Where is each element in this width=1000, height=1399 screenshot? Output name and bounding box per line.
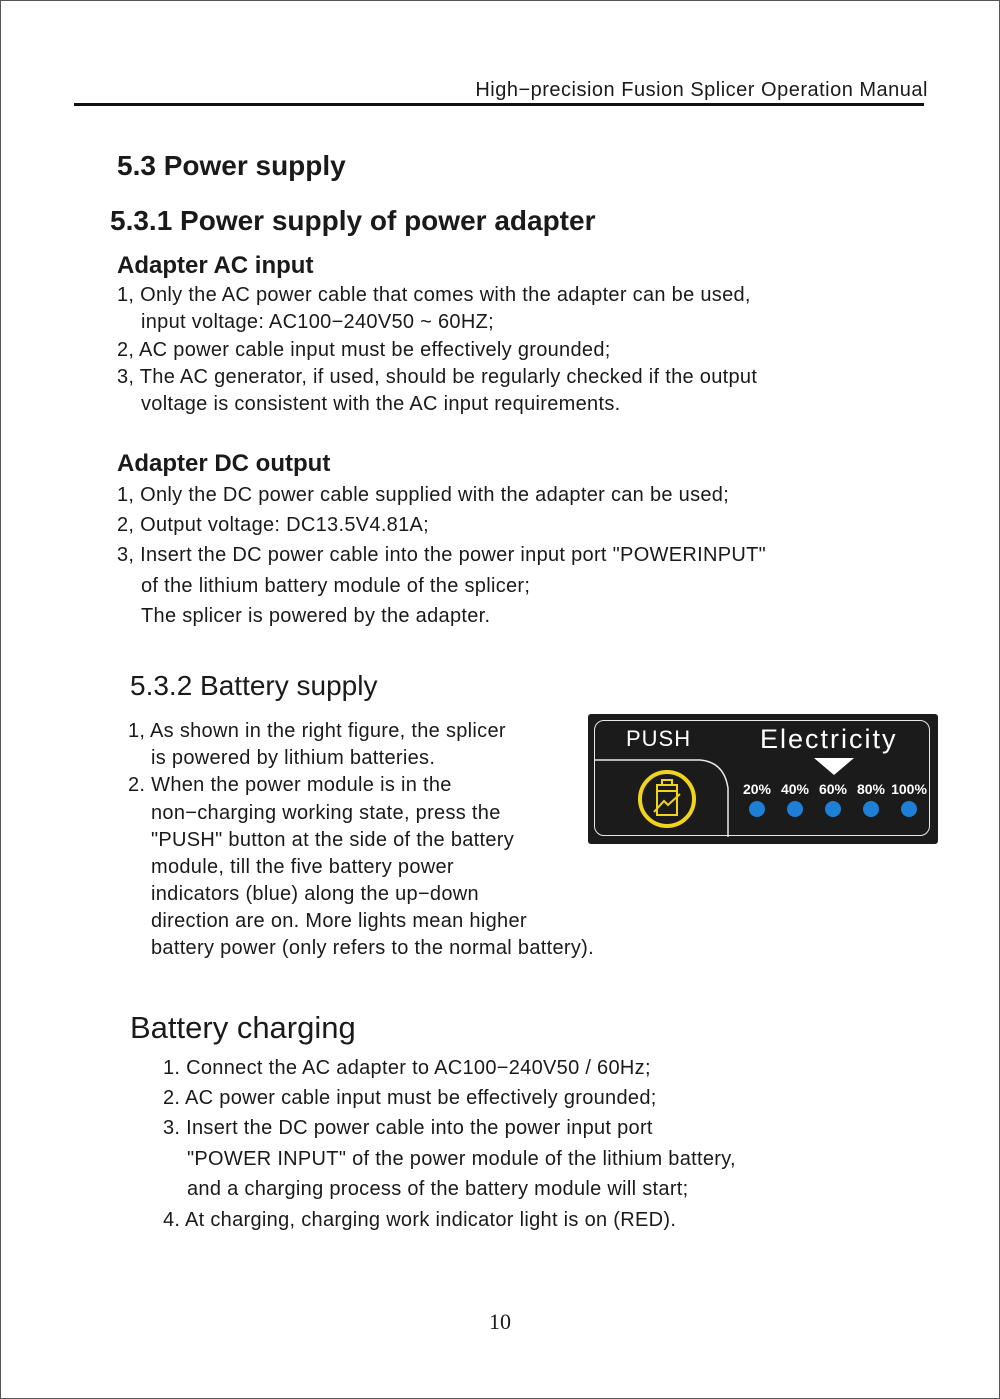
battery-supply-line: is powered by lithium batteries. [151, 747, 436, 769]
ac-input-line: 2, AC power cable input must be effectively grounded; [117, 339, 611, 361]
push-button-battery-icon [636, 768, 698, 830]
section-5-3-title: 5.3 Power supply [117, 150, 346, 181]
battery-supply-line: 1, As shown in the right figure, the splicer [128, 720, 506, 742]
page-number: 10 [489, 1309, 511, 1334]
dc-output-line: 1, Only the DC power cable supplied with the adapter can be used; [117, 484, 730, 506]
level-label: 20% [742, 781, 772, 797]
ac-input-line: 3, The AC generator, if used, should be regularly checked if the output [117, 366, 758, 388]
push-label: PUSH [626, 726, 692, 751]
battery-indicator-light [787, 801, 803, 817]
charging-line: 3. Insert the DC power cable into the power input port [163, 1117, 653, 1139]
battery-supply-line: module, till the five battery power [151, 856, 454, 878]
electricity-label: Electricity [760, 724, 898, 754]
ac-input-line: 1, Only the AC power cable that comes with the adapter can be used, [117, 284, 751, 306]
charging-line: and a charging process of the battery module will start; [187, 1178, 689, 1200]
ac-input-heading: Adapter AC input [117, 252, 314, 279]
dc-output-line: of the lithium battery module of the splicer; [141, 575, 531, 597]
level-label: 40% [780, 781, 810, 797]
level-label: 80% [856, 781, 886, 797]
charging-line: "POWER INPUT" of the power module of the lithium battery, [187, 1148, 736, 1170]
running-header: High−precision Fusion Splicer Operation Manual [475, 79, 928, 101]
level-label: 100% [891, 781, 927, 797]
battery-charging-title: Battery charging [130, 1010, 356, 1045]
dc-output-line: The splicer is powered by the adapter. [141, 605, 491, 627]
level-label: 60% [818, 781, 848, 797]
battery-indicator-light [901, 801, 917, 817]
battery-supply-line: indicators (blue) along the up−down [151, 883, 479, 905]
battery-supply-line: "PUSH" button at the side of the battery [151, 829, 515, 851]
battery-panel-figure [588, 714, 938, 844]
section-5-3-2-title: 5.3.2 Battery supply [130, 670, 378, 701]
header-rule [74, 103, 924, 106]
charging-line: 4. At charging, charging work indicator light is on (RED). [163, 1209, 677, 1231]
dc-output-line: 2, Output voltage: DC13.5V4.81A; [117, 514, 430, 536]
battery-supply-line: direction are on. More lights mean higher [151, 910, 527, 932]
battery-supply-line: non−charging working state, press the [151, 802, 501, 824]
ac-input-line: voltage is consistent with the AC input requirements. [141, 393, 621, 415]
charging-line: 1. Connect the AC adapter to AC100−240V50 / 60Hz; [163, 1057, 651, 1079]
battery-supply-line: 2. When the power module is in the [128, 774, 452, 796]
section-5-3-1-title: 5.3.1 Power supply of power adapter [110, 205, 596, 236]
ac-input-line: input voltage: AC100−240V50 ~ 60HZ; [141, 311, 494, 333]
battery-indicator-light [825, 801, 841, 817]
down-arrow-icon [814, 758, 854, 775]
charging-line: 2. AC power cable input must be effectively grounded; [163, 1087, 657, 1109]
battery-indicator-light [863, 801, 879, 817]
battery-indicator-light [749, 801, 765, 817]
battery-supply-line: battery power (only refers to the normal battery). [151, 937, 594, 959]
dc-output-line: 3, Insert the DC power cable into the power input port "POWERINPUT" [117, 544, 767, 566]
dc-output-heading: Adapter DC output [117, 450, 331, 477]
